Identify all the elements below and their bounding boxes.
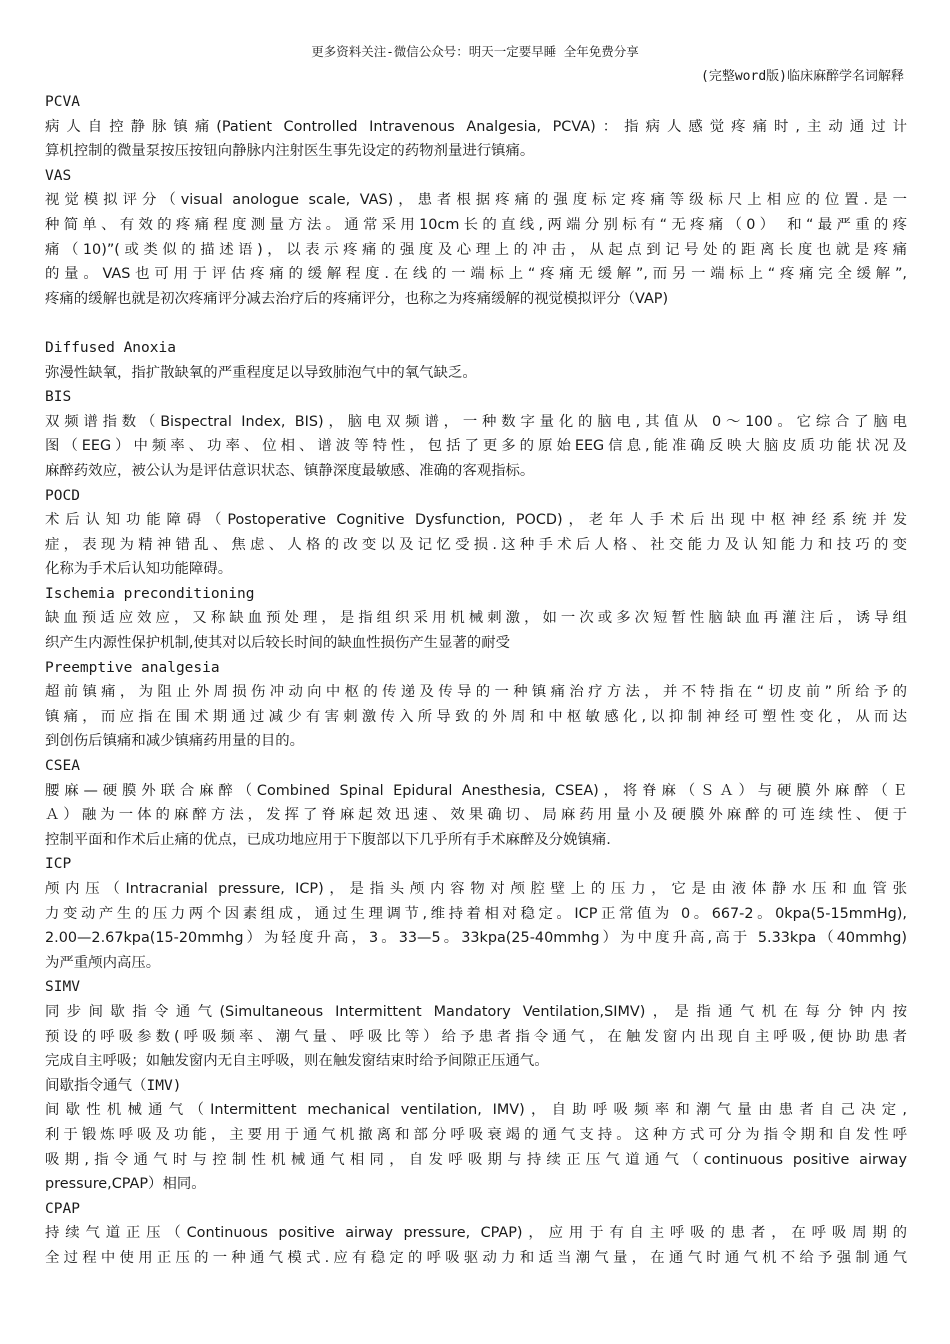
definition-line: 化称为手术后认知功能障碍。 xyxy=(45,561,233,578)
definition-line: 种简单、有效的疼痛程度测量方法。通常采用10cm长的直线,两端分别标有“无疼痛（0） 和“最严重的疼 xyxy=(45,216,907,233)
definition-line: 图（EEG）中频率、功率、位相、谱波等特性，包括了更多的原始EEG信息,能准确反映大脑皮质功能状况及 xyxy=(45,438,907,455)
definition-line: 视觉模拟评分（visual anologue scale, VAS)，患者根据疼痛的强度标定疼痛等级标尺上相应的位置.是一 xyxy=(45,192,907,209)
term-pcva: PCVA xyxy=(45,94,80,110)
definition-line: 麻醉药效应，被公认为是评估意识状态、镇静深度最敏感、准确的客观指标。 xyxy=(45,462,535,479)
definition-line: 吸期,指令通气时与控制性机械通气相同，自发呼吸期与持续正压气道通气（continuous positive airway xyxy=(45,1151,907,1168)
definition-line: 疼痛的缓解也就是初次疼痛评分减去治疗后的疼痛评分，也称之为疼痛缓解的视觉模拟评分（VAP) xyxy=(45,290,669,307)
glossary-content xyxy=(45,90,907,1271)
definition-line: 双频谱指数（Bispectral Index, BIS)，脑电双频谱，一种数字量化的脑电,其值从 0～100。它综合了脑电 xyxy=(45,413,907,430)
page-header-notice: 更多资料关注-微信公众号：明天一定要早睡 全年免费分享 xyxy=(311,44,639,59)
document-title: (完整word版)临床麻醉学名词解释 xyxy=(701,69,904,84)
definition-line: 控制平面和作术后止痛的优点，已成功地应用于下腹部以下几乎所有手术麻醉及分娩镇痛. xyxy=(45,831,611,848)
definition-line: 完成自主呼吸；如触发窗内无自主呼吸，则在触发窗结束时给予间隙正压通气。 xyxy=(45,1053,549,1070)
term-cpap: CPAP xyxy=(45,1200,80,1217)
term-ischemia-preconditioning: Ischemia preconditioning xyxy=(45,585,255,602)
term-preemptive-analgesia: Preemptive analgesia xyxy=(45,659,220,676)
term-diffused-anoxia: Diffused Anoxia xyxy=(45,339,176,356)
definition-line: 术后认知功能障碍（Postoperative Cognitive Dysfunction, POCD)，老年人手术后出现中枢神经系统并发 xyxy=(45,512,907,529)
term-simv: SIMV xyxy=(45,979,80,996)
term-vas: VAS xyxy=(45,167,72,184)
definition-line: 织产生内源性保护机制,使其对以后较长时间的缺血性损伤产生显著的耐受 xyxy=(45,635,511,652)
definition-line: 算机控制的微量泵按压按钮向静脉内注射医生事先设定的药物剂量进行镇痛。 xyxy=(45,143,535,160)
definition-line: 利于锻炼呼吸及功能，主要用于通气机撤离和部分呼吸衰竭的通气支持。这种方式可分为指令期和自发性呼 xyxy=(45,1126,907,1143)
definition-line: 持续气道正压（Continuous positive airway pressure, CPAP)，应用于有自主呼吸的患者，在呼吸周期的 xyxy=(45,1225,907,1242)
definition-line: 力变动产生的压力两个因素组成，通过生理调节,维持着相对稳定。ICP正常值为 0。667-2。0kpa(5-15mmHg), xyxy=(45,905,907,922)
definition-line: 超前镇痛，为阻止外周损伤冲动向中枢的传递及传导的一种镇痛治疗方法，并不特指在“切皮前”所给予的 xyxy=(45,684,907,701)
term-pocd: POCD xyxy=(45,487,80,504)
definition-line: 2.00—2.67kpa(15-20mmhg）为轻度升高，3。33—5。33kpa(25-40mmhg）为中度升高,高于 5.33kpa（40mmhg) xyxy=(45,930,907,947)
definition-line: 间歇性机械通气（Intermittent mechanical ventilation, IMV)，自助呼吸频率和潮气量由患者自己决定, xyxy=(45,1102,907,1119)
definition-line: 全过程中使用正压的一种通气模式.应有稳定的呼吸驱动力和适当潮气量，在通气时通气机不给予强制通气 xyxy=(45,1249,907,1266)
definition-line: 镇痛，而应指在围术期通过减少有害刺激传入所导致的外周和中枢敏感化,以抑制神经可塑性变化，从而达 xyxy=(45,708,907,725)
definition-line: 病人自控静脉镇痛(Patient Controlled Intravenous Analgesia, PCVA)：指病人感觉疼痛时,主动通过计 xyxy=(45,118,907,135)
definition-line: 的量。VAS也可用于评估疼痛的缓解程度.在线的一端标上“疼痛无缓解”,而另一端标上“疼痛完全缓解”, xyxy=(45,266,907,283)
definition-line: 到创伤后镇痛和减少镇痛药用量的目的。 xyxy=(45,733,305,750)
definition-line: pressure,CPAP）相同。 xyxy=(45,1176,206,1193)
definition-line: 颅内压（Intracranial pressure, ICP)，是指头颅内容物对颅腔壁上的压力，它是由液体静水压和血管张 xyxy=(45,881,907,897)
blank-line xyxy=(45,311,907,336)
definition-line: 症，表现为精神错乱、焦虑、人格的改变以及记忆受损.这种手术后人格、社交能力及认知能力和技巧的变 xyxy=(45,536,907,553)
term-icp: ICP xyxy=(45,856,72,873)
term-csea: CSEA xyxy=(45,758,80,775)
definition-line: 为严重颅内高压。 xyxy=(45,954,161,971)
term-bis: BIS xyxy=(45,389,72,406)
definition-line: Ａ）融为一体的麻醉方法，发挥了脊麻起效迅速、效果确切、局麻药用量小及硬膜外麻醉的可连续性、便于 xyxy=(45,807,907,824)
definition-line: 同步间歇指令通气(Simultaneous Intermittent Mandatory Ventilation,SIMV)，是指通气机在每分钟内按 xyxy=(45,1003,907,1020)
definition-line: 痛（10)”(或类似的描述语)，以表示疼痛的强度及心理上的冲击，从起点到记号处的距离长度也就是疼痛 xyxy=(45,241,907,258)
definition-line: 缺血预适应效应，又称缺血预处理，是指组织采用机械刺激，如一次或多次短暂性脑缺血再灌注后，诱导组 xyxy=(45,610,907,627)
definition-line: 腰麻—硬膜外联合麻醉（Combined Spinal Epidural Anesthesia, CSEA)，将脊麻（ＳＡ）与硬膜外麻醉（Ｅ xyxy=(45,782,907,799)
definition-line: 弥漫性缺氧，指扩散缺氧的严重程度足以导致肺泡气中的氧气缺乏。 xyxy=(45,364,477,381)
term-imv: 间歇指令通气（IMV) xyxy=(45,1077,182,1094)
definition-line: 预设的呼吸参数(呼吸频率、潮气量、呼吸比等）给予患者指令通气，在触发窗内出现自主呼吸,便协助患者 xyxy=(45,1028,907,1045)
